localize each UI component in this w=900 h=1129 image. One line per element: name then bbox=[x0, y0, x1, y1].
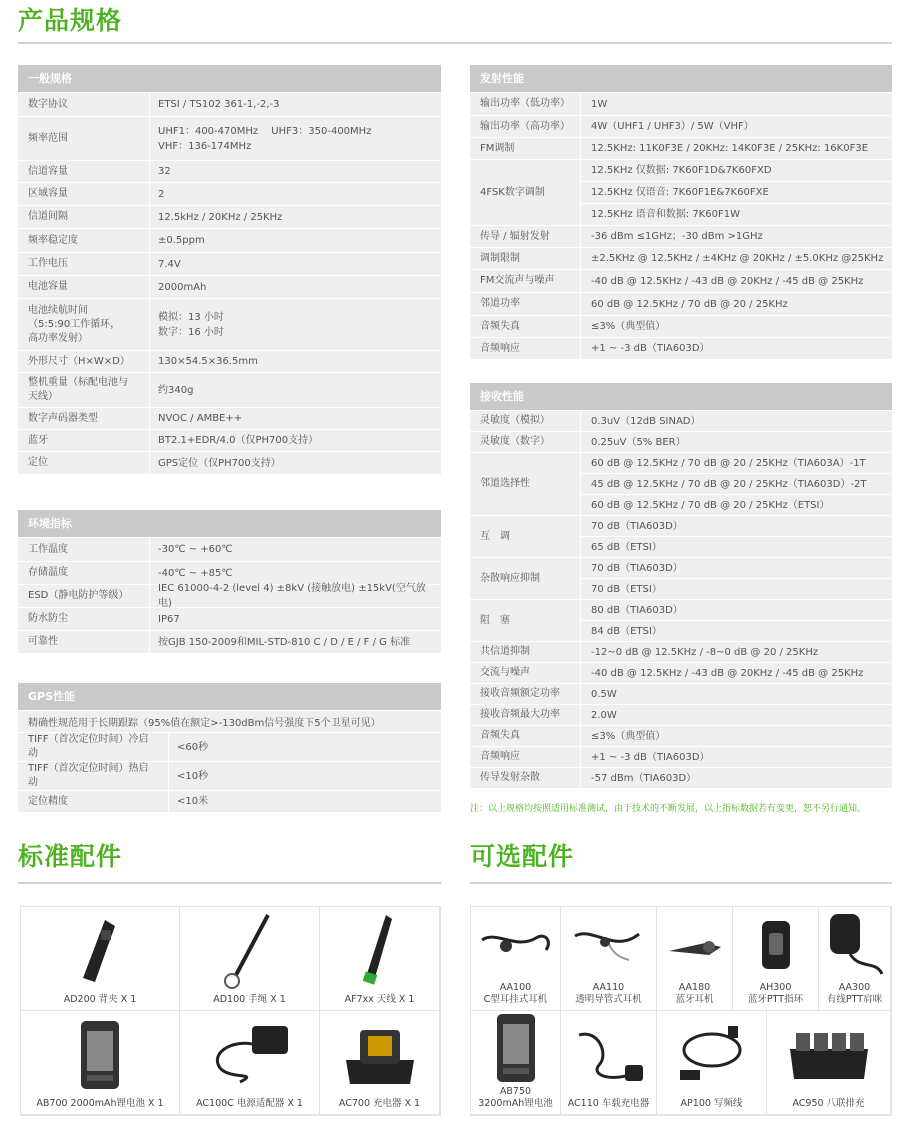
spec-row bbox=[18, 761, 441, 790]
spec-value-line: IEC 61000-4-2 (level 4) ±8kV (接触放电) ±15kV(空气放电) bbox=[158, 583, 426, 609]
spec-label: ESD（静电防护等级） bbox=[28, 590, 129, 601]
spec-label: 共信道抑制 bbox=[480, 646, 530, 657]
accessory-item bbox=[21, 907, 180, 1011]
divider bbox=[470, 882, 892, 884]
spec-value bbox=[168, 791, 441, 812]
spec-label: 区域容量 bbox=[28, 188, 68, 199]
spec-row bbox=[18, 607, 441, 630]
speaker-mic-icon bbox=[819, 907, 890, 982]
optional-accessories-heading: 可选配件 bbox=[470, 842, 575, 871]
spec-label: 音频响应 bbox=[480, 342, 520, 354]
spec-value bbox=[580, 138, 892, 159]
spec-label: 接收音频额定功率 bbox=[480, 688, 560, 699]
spec-value-line: 0.5W bbox=[591, 688, 617, 700]
accessory-item bbox=[471, 1011, 561, 1115]
spec-value-line: 70 dB（TIA603D） bbox=[591, 562, 683, 574]
spec-value bbox=[149, 229, 441, 252]
spec-row bbox=[470, 431, 892, 452]
spec-value-line: GPS定位（仅PH700支持） bbox=[158, 457, 281, 469]
spec-row bbox=[18, 732, 441, 761]
accessory-label: AP100 写频线 bbox=[680, 1098, 743, 1109]
spec-label: FM交流声与噪声 bbox=[480, 275, 555, 286]
ptt-ring-icon bbox=[733, 907, 818, 982]
spec-value-line: +1 ~ -3 dB（TIA603D） bbox=[591, 751, 710, 763]
spec-row bbox=[470, 410, 892, 431]
spec-value bbox=[580, 642, 892, 662]
spec-row bbox=[18, 160, 441, 182]
spec-value bbox=[149, 206, 441, 228]
charger-icon bbox=[320, 1011, 439, 1098]
spec-value bbox=[580, 768, 892, 788]
spec-label: 定位 bbox=[28, 457, 48, 468]
spec-row bbox=[470, 159, 892, 225]
accessory-label: AD200 背夹 X 1 bbox=[63, 994, 137, 1005]
spec-value-line: 按GJB 150-2009和MIL-STD-810 C / D / E / F / G 标准 bbox=[158, 636, 411, 648]
spec-label: 信道容量 bbox=[28, 165, 68, 177]
spec-label: 输出功率（高功率） bbox=[480, 120, 570, 132]
spec-label: 阻 塞 bbox=[480, 614, 510, 626]
spec-value-line: ≤3%（典型值） bbox=[591, 730, 666, 742]
spec-value bbox=[149, 276, 441, 298]
spec-label: 输出功率（低功率） bbox=[480, 98, 570, 109]
spec-value bbox=[580, 453, 892, 515]
spec-value bbox=[149, 608, 441, 630]
spec-value-line: -40 dB @ 12.5KHz / -43 dB @ 20KHz / -45 dB @ 25KHz bbox=[591, 275, 864, 287]
spec-value-line: 12.5KHz 仅数据: 7K60F1D&7K60FXD bbox=[591, 165, 772, 176]
spec-row bbox=[470, 725, 892, 746]
spec-row bbox=[470, 92, 892, 115]
accessory-item bbox=[320, 907, 440, 1011]
spec-value bbox=[580, 338, 892, 359]
spec-value-line: 70 dB（TIA603D） bbox=[591, 520, 683, 532]
spec-label: 数字声码器类型 bbox=[28, 412, 98, 424]
spec-row bbox=[470, 225, 892, 247]
spec-value-line: <10米 bbox=[177, 796, 209, 807]
spec-label: TIFF（首次定位时间）热启动 bbox=[28, 763, 149, 788]
spec-value bbox=[580, 663, 892, 683]
spec-row bbox=[470, 683, 892, 704]
spec-value-line: 约340g bbox=[158, 384, 194, 396]
spec-value-line: 12.5KHz: 11K0F3E / 20KHz: 14K0F3E / 25KHz: 16K0F3E bbox=[591, 143, 869, 154]
standard-accessories-heading: 标准配件 bbox=[18, 842, 123, 871]
spec-value-line: -12~0 dB @ 12.5KHz / -8~0 dB @ 20 / 25KHz bbox=[591, 646, 819, 658]
accessory-item bbox=[471, 907, 561, 1011]
general-spec-table bbox=[18, 65, 441, 474]
spec-value-line: -40℃ ~ +85℃ bbox=[158, 567, 233, 579]
spec-value-line: 12.5KHz 语音和数据: 7K60F1W bbox=[581, 203, 892, 225]
spec-value-line: 2 bbox=[158, 188, 165, 200]
accessory-label: AA300 有线PTT肩咪 bbox=[826, 982, 883, 1005]
accessory-label: AA100 C型耳挂式耳机 bbox=[483, 982, 548, 1005]
spec-label: 蓝牙 bbox=[28, 434, 48, 446]
spec-value bbox=[168, 733, 441, 761]
spec-value bbox=[580, 684, 892, 704]
spec-value-line: ±0.5ppm bbox=[158, 235, 205, 246]
spec-label: 工作温度 bbox=[28, 543, 68, 555]
spec-row bbox=[470, 662, 892, 683]
spec-row bbox=[470, 247, 892, 269]
spec-value-line: 模拟：13 小时 bbox=[158, 311, 224, 323]
spec-value bbox=[580, 516, 892, 557]
spec-row bbox=[18, 298, 441, 350]
spec-value-line: 80 dB（TIA603D） bbox=[591, 604, 683, 616]
spec-label: 防水防尘 bbox=[28, 613, 68, 624]
spec-value-line: 7.4V bbox=[158, 258, 181, 270]
spec-row bbox=[18, 372, 441, 407]
spec-label: 数字协议 bbox=[28, 98, 68, 110]
spec-value-line: <10秒 bbox=[177, 770, 209, 782]
spec-value bbox=[149, 117, 441, 160]
spec-row bbox=[18, 790, 441, 812]
accessory-item bbox=[767, 1011, 891, 1115]
spec-value bbox=[580, 432, 892, 452]
accessory-label: AC110 车载充电器 bbox=[567, 1098, 650, 1109]
spec-value bbox=[580, 270, 892, 292]
spec-value-line: ETSI / TS102 361-1,-2,-3 bbox=[158, 99, 280, 110]
spec-label: 可靠性 bbox=[28, 636, 58, 647]
spec-row bbox=[18, 252, 441, 275]
gps-spec-table bbox=[18, 683, 441, 812]
spec-value bbox=[580, 316, 892, 337]
spec-value bbox=[168, 762, 441, 790]
spec-row bbox=[18, 537, 441, 561]
accessory-item bbox=[21, 1011, 180, 1115]
spec-value-line: -57 dBm（TIA603D） bbox=[591, 772, 697, 784]
spec-value bbox=[149, 183, 441, 205]
spec-label: 电池续航时间 （5:5:90工作循环， 高功率发射） bbox=[28, 304, 121, 344]
accessory-item bbox=[819, 907, 891, 1011]
spec-value-line: 12.5kHz / 20KHz / 25KHz bbox=[158, 211, 283, 223]
spec-row bbox=[18, 205, 441, 228]
spec-row bbox=[470, 269, 892, 292]
spec-note-row: 精确性规范用于长期跟踪（95%值在额定>-130dBm信号强度下5个卫星可见） bbox=[18, 710, 441, 732]
spec-value-line: 2000mAh bbox=[158, 281, 207, 293]
battery-icon bbox=[471, 1010, 560, 1086]
spec-label: 邻道选择性 bbox=[480, 478, 530, 489]
spec-value-line: NVOC / AMBE++ bbox=[158, 413, 243, 424]
spec-value bbox=[149, 161, 441, 182]
tube-earpiece-icon bbox=[561, 907, 656, 982]
spec-label: FM调制 bbox=[480, 142, 515, 154]
section-header: 发射性能 bbox=[470, 65, 892, 92]
spec-value-line: 60 dB @ 12.5KHz / 70 dB @ 20 / 25KHz（ETSI） bbox=[581, 494, 892, 515]
antenna-icon bbox=[320, 907, 439, 994]
spec-label: 定位精度 bbox=[28, 795, 68, 807]
spec-label: 外形尺寸（H×W×D） bbox=[28, 355, 130, 367]
spec-value-line: 60 dB @ 12.5KHz / 70 dB @ 20 / 25KHz bbox=[591, 298, 788, 310]
spec-row bbox=[470, 315, 892, 337]
spec-value bbox=[580, 558, 892, 599]
spec-label: 杂散响应抑制 bbox=[480, 572, 540, 584]
spec-value bbox=[149, 585, 441, 607]
spec-row bbox=[18, 407, 441, 429]
accessory-label: AC700 充电器 X 1 bbox=[338, 1098, 421, 1109]
spec-label: 邻道功率 bbox=[480, 298, 520, 309]
multi-charger-icon bbox=[767, 1011, 890, 1098]
spec-label: 信道间隔 bbox=[28, 211, 68, 222]
spec-value bbox=[580, 726, 892, 746]
spec-label: TIFF（首次定位时间）冷启动 bbox=[28, 734, 149, 759]
spec-value bbox=[149, 631, 441, 653]
spec-row bbox=[470, 137, 892, 159]
spec-label: 交流与噪声 bbox=[480, 667, 530, 678]
spec-row bbox=[470, 515, 892, 557]
spec-value bbox=[149, 452, 441, 474]
spec-value bbox=[149, 408, 441, 429]
spec-row bbox=[18, 584, 441, 607]
spec-value-line: BT2.1+EDR/4.0（仅PH700支持） bbox=[158, 435, 319, 446]
spec-value-line: 1W bbox=[591, 98, 608, 110]
spec-label: 灵敏度（模拟） bbox=[480, 415, 550, 426]
accessory-item bbox=[657, 907, 733, 1011]
optional-accessories-grid bbox=[470, 906, 892, 1116]
spec-value-line: 0.3uV（12dB SINAD） bbox=[591, 415, 701, 427]
spec-value bbox=[580, 747, 892, 767]
section-header: 环境指标 bbox=[18, 510, 441, 537]
accessory-item bbox=[657, 1011, 767, 1115]
spec-row bbox=[18, 275, 441, 298]
receive-spec-table bbox=[470, 383, 892, 788]
accessory-label: AD100 手绳 X 1 bbox=[213, 994, 286, 1005]
spec-row bbox=[18, 630, 441, 653]
bluetooth-headset-icon bbox=[657, 907, 732, 982]
spec-value bbox=[580, 116, 892, 137]
spec-label: 工作电压 bbox=[28, 258, 68, 269]
spec-value-line: 2.0W bbox=[591, 709, 617, 721]
spec-label: 传导发射杂散 bbox=[480, 772, 540, 783]
programming-cable-icon bbox=[657, 1011, 766, 1098]
accessory-label: AB700 2000mAh锂电池 X 1 bbox=[36, 1098, 164, 1109]
spec-value bbox=[149, 299, 441, 350]
belt-clip-icon bbox=[21, 907, 179, 994]
accessory-item bbox=[320, 1011, 440, 1115]
accessory-label: AA110 透明导管式耳机 bbox=[575, 982, 642, 1005]
section-header: 一般规格 bbox=[18, 65, 441, 92]
spec-value-line: IP67 bbox=[158, 613, 180, 625]
spec-row bbox=[18, 429, 441, 451]
accessory-item bbox=[561, 907, 657, 1011]
spec-value-line: 32 bbox=[158, 166, 171, 177]
section-header: 接收性能 bbox=[470, 383, 892, 410]
accessory-item bbox=[180, 1011, 320, 1115]
accessory-label: AB750 3200mAh锂电池 bbox=[478, 1086, 553, 1109]
spec-value bbox=[149, 373, 441, 407]
spec-label: 频率范围 bbox=[28, 132, 68, 144]
specs-heading: 产品规格 bbox=[18, 6, 123, 35]
spec-value bbox=[149, 93, 441, 116]
section-header: GPS性能 bbox=[18, 683, 441, 710]
spec-value-line: +1 ~ -3 dB（TIA603D） bbox=[591, 343, 710, 354]
spec-value-line: ≤3%（典型值） bbox=[591, 321, 666, 332]
spec-row bbox=[470, 599, 892, 641]
spec-value-line: 4W（UHF1 / UHF3）/ 5W（VHF） bbox=[591, 121, 754, 132]
transmit-spec-table bbox=[470, 65, 892, 359]
spec-value bbox=[580, 293, 892, 315]
spec-value bbox=[149, 253, 441, 275]
spec-row bbox=[470, 641, 892, 662]
spec-value-line: 45 dB @ 12.5KHz / 70 dB @ 20 / 25KHz（TIA603D）-2T bbox=[581, 473, 892, 494]
spec-value-line: 84 dB（ETSI） bbox=[581, 620, 892, 641]
spec-label: 电池容量 bbox=[28, 281, 68, 292]
spec-row bbox=[470, 704, 892, 725]
accessory-item bbox=[561, 1011, 657, 1115]
accessory-label: AC950 八联排充 bbox=[792, 1098, 865, 1109]
accessory-label: AH300 蓝牙PTT指环 bbox=[747, 982, 804, 1005]
spec-value bbox=[580, 705, 892, 725]
spec-label: 音频响应 bbox=[480, 751, 520, 762]
spec-label: 接收音频最大功率 bbox=[480, 709, 560, 720]
accessory-item bbox=[180, 907, 320, 1011]
car-charger-icon bbox=[561, 1011, 656, 1098]
spec-value-line: 65 dB（ETSI） bbox=[581, 536, 892, 557]
divider bbox=[18, 882, 441, 884]
spec-row bbox=[18, 228, 441, 252]
spec-row bbox=[470, 337, 892, 359]
spec-row bbox=[470, 557, 892, 599]
spec-value bbox=[149, 538, 441, 561]
spec-label: 频率稳定度 bbox=[28, 234, 78, 246]
spec-value bbox=[580, 160, 892, 225]
accessory-item bbox=[733, 907, 819, 1011]
spec-value bbox=[580, 93, 892, 115]
spec-row bbox=[470, 452, 892, 515]
spec-value-line: VHF：136-174MHz bbox=[158, 140, 252, 152]
divider bbox=[18, 42, 892, 44]
spec-value-line: 12.5KHz 仅语音: 7K60F1E&7K60FXE bbox=[581, 181, 892, 203]
spec-value-line: UHF1：400-470MHz UHF3：350-400MHz bbox=[158, 125, 372, 137]
spec-row bbox=[18, 451, 441, 474]
earpiece-icon bbox=[471, 907, 560, 982]
spec-note: 注：以上规格均按照适用标准测试，由于技术的不断发展，以上指标数据若有变更，恕不另行通知。 bbox=[470, 804, 867, 814]
spec-value-line: -36 dBm ≤1GHz；-30 dBm >1GHz bbox=[591, 231, 763, 242]
spec-value-line: 60 dB @ 12.5KHz / 70 dB @ 20 / 25KHz（TIA603A）-1T bbox=[591, 457, 866, 469]
spec-value-line: ±2.5KHz @ 12.5KHz / ±4KHz @ 20KHz / ±5.0KHz @25KHz bbox=[591, 253, 884, 264]
power-adapter-icon bbox=[180, 1011, 319, 1098]
spec-label: 整机重量（标配电池与 天线） bbox=[28, 377, 128, 402]
spec-label: 音频失真 bbox=[480, 320, 520, 332]
spec-value bbox=[580, 411, 892, 431]
spec-value bbox=[149, 351, 441, 372]
accessory-label: AA180 蓝牙耳机 bbox=[675, 982, 714, 1005]
spec-value-line: 130×54.5×36.5mm bbox=[158, 356, 258, 367]
environment-spec-table bbox=[18, 510, 441, 653]
spec-value-line: 0.25uV（5% BER） bbox=[591, 436, 686, 448]
battery-icon bbox=[21, 1011, 179, 1098]
spec-row bbox=[470, 115, 892, 137]
spec-value-line: -40 dB @ 12.5KHz / -43 dB @ 20KHz / -45 dB @ 25KHz bbox=[591, 667, 864, 679]
standard-accessories-grid bbox=[20, 906, 441, 1116]
spec-value-line: 70 dB（ETSI） bbox=[581, 578, 892, 599]
spec-value bbox=[580, 600, 892, 641]
spec-label: 灵敏度（数字） bbox=[480, 436, 550, 447]
spec-row bbox=[470, 767, 892, 788]
spec-value-line: -30℃ ~ +60℃ bbox=[158, 544, 233, 555]
spec-row bbox=[470, 292, 892, 315]
spec-row bbox=[18, 92, 441, 116]
hand-strap-icon bbox=[180, 907, 319, 994]
spec-value-line: <60秒 bbox=[177, 741, 209, 753]
spec-label: 传导 / 辐射发射 bbox=[480, 230, 550, 242]
spec-row bbox=[470, 746, 892, 767]
accessory-label: AC100C 电源适配器 X 1 bbox=[196, 1098, 303, 1109]
spec-value bbox=[580, 248, 892, 269]
spec-label: 4FSK数字调制 bbox=[480, 186, 545, 198]
spec-row bbox=[18, 116, 441, 160]
spec-value bbox=[580, 226, 892, 247]
spec-label: 音频失真 bbox=[480, 730, 520, 741]
spec-row bbox=[18, 182, 441, 205]
spec-value bbox=[149, 430, 441, 451]
spec-label: 存储温度 bbox=[28, 567, 68, 578]
spec-value-line: 数字：16 小时 bbox=[158, 326, 224, 338]
spec-label: 互 调 bbox=[480, 530, 510, 542]
accessory-label: AF7xx 天线 X 1 bbox=[344, 994, 415, 1005]
spec-label: 调制限制 bbox=[480, 252, 520, 264]
spec-row bbox=[18, 350, 441, 372]
